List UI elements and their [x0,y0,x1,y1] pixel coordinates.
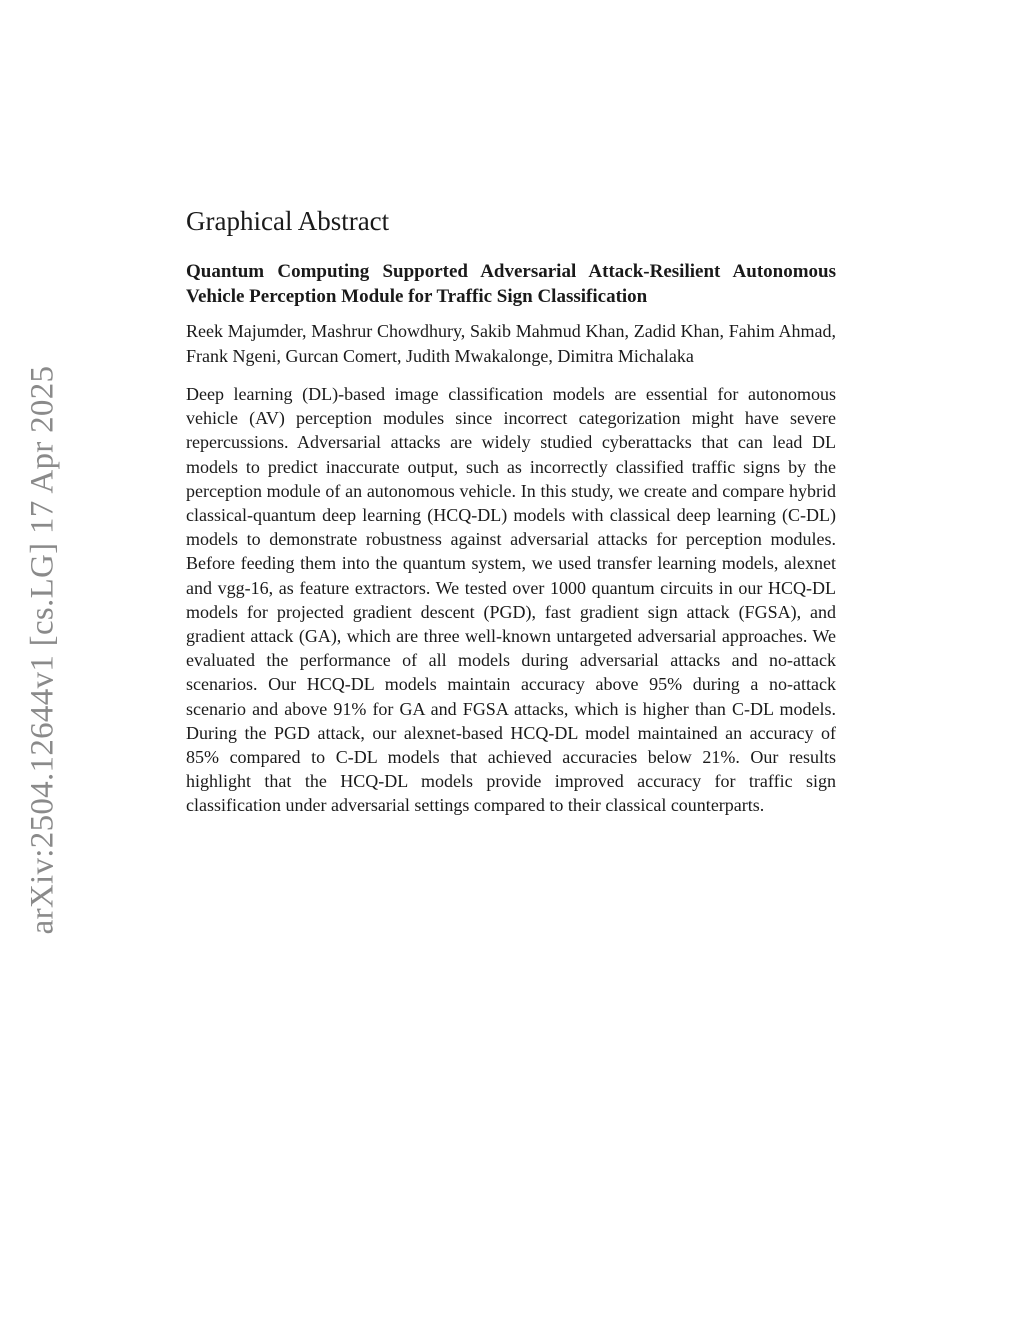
section-title: Graphical Abstract [186,206,390,236]
author-list: Reek Majumder, Mashrur Chowdhury, Sakib Mahmud Khan, Zadid Khan, Fahim Ahmad, Frank Ngeni, Gurcan Comert, Judith Mwakalonge, Dimitra Michalaka [186,321,836,366]
arxiv-identifier-stamp: arXiv:2504.12644v1 [cs.LG] 17 Apr 2025 [24,365,61,935]
abstract-text: Deep learning (DL)-based image classification models are essential for autonomous vehicle (AV) perception modules since incorrect categorization might have severe repercussions. Adversarial attacks are widely studied cyberattacks that can lead DL models to predict inaccurate output, such as incorrectly classified traffic signs by the perception module of an autonomous vehicle. In this study, we create and compare hybrid classical-quantum deep learning (HCQ-DL) models with classical deep learning (C-DL) models to demonstrate robustness against adversarial attacks for perception modules. Before feeding them into the quantum system, we used transfer learning models, alexnet and vgg-16, as feature extractors. We tested over 1000 quantum circuits in our HCQ-DL models for projected gradient descent (PGD), fast gradient sign attack (FGSA), and gradient attack (GA), which are three well-known untargeted adversarial approaches. We evaluated the performance of all models during adversarial attacks and no-attack scenarios. Our HCQ-DL models maintain accuracy above 95% during a no-attack scenario and above 91% for GA and FGSA attacks, which is higher than C-DL models. During the PGD attack, our alexnet-based HCQ-DL model maintained an accuracy of 85% compared to C-DL models that achieved accuracies below 21%. Our results highlight that the HCQ-DL models provide improved accuracy for traffic sign classification under adversarial settings compared to their classical counterparts. [186,384,836,816]
graphical-abstract-section [186,205,836,818]
paper-title: Quantum Computing Supported Adversarial Attack-Resilient Autonomous Vehicle Perception Module for Traffic Sign Classification [186,261,836,307]
